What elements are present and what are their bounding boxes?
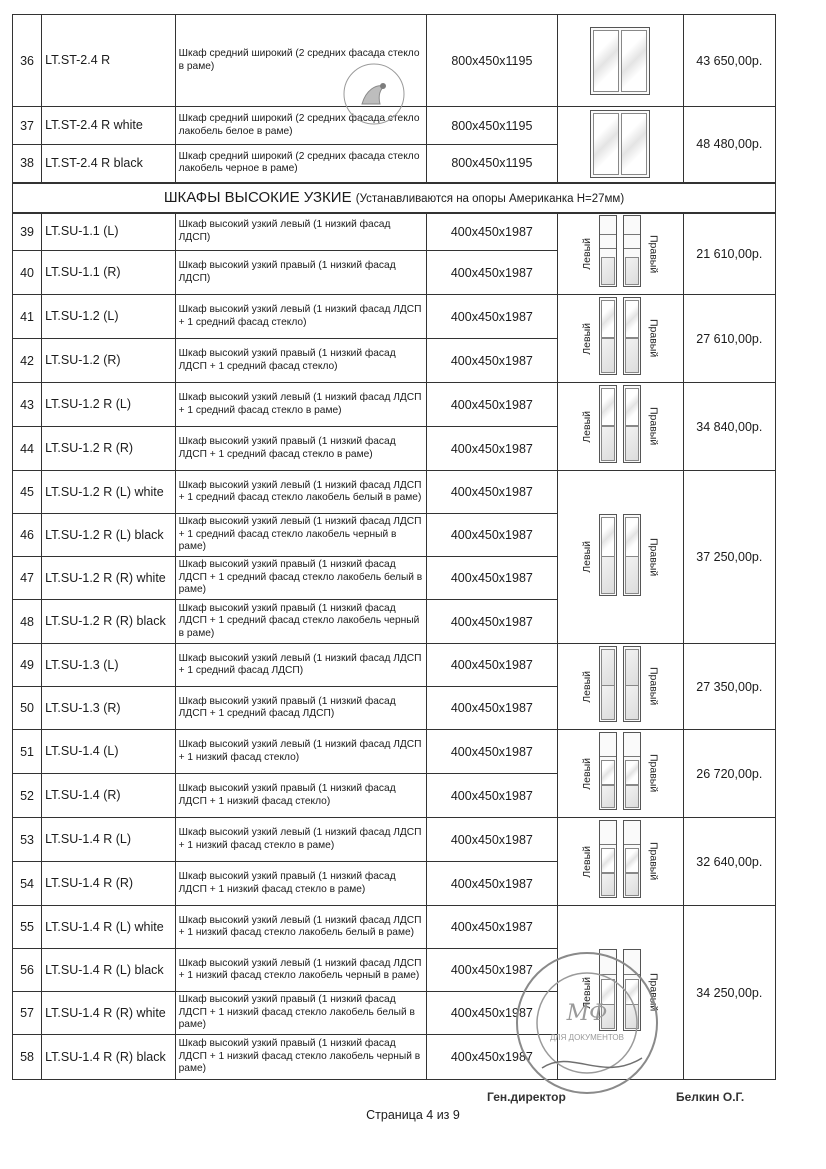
row-number: 36 bbox=[13, 15, 42, 107]
cabinet-left-icon bbox=[599, 385, 617, 468]
wide-cabinet-glass-icon bbox=[590, 27, 650, 95]
cabinet-left-icon bbox=[599, 297, 617, 380]
row-number: 44 bbox=[13, 427, 42, 471]
product-code: LT.SU-1.2 R (R) bbox=[42, 427, 176, 471]
product-description: Шкаф высокий узкий левый (1 низкий фасад ЛДСП + 1 средний фасад стекло) bbox=[175, 295, 426, 339]
product-description: Шкаф высокий узкий правый (1 низкий фасад ЛДСП + 1 средний фасад стекло лакобель черный в раме) bbox=[175, 600, 426, 644]
cabinet-left-icon bbox=[599, 215, 617, 292]
product-drawing bbox=[558, 471, 683, 644]
product-code: LT.SU-1.4 (L) bbox=[42, 730, 176, 774]
section-header bbox=[13, 183, 776, 213]
product-code: LT.SU-1.2 (R) bbox=[42, 339, 176, 383]
product-drawing bbox=[558, 213, 683, 295]
product-description: Шкаф средний широкий (2 средних фасада стекло в раме) bbox=[175, 15, 426, 107]
left-label: Левый bbox=[581, 322, 594, 355]
cabinet-right-icon bbox=[623, 820, 641, 903]
product-code: LT.SU-1.4 R (R) bbox=[42, 862, 176, 906]
product-dimensions: 400x450x1987 bbox=[426, 774, 558, 818]
left-label: Левый bbox=[581, 976, 594, 1009]
product-description: Шкаф высокий узкий левый (1 низкий фасад ЛДСП + 1 средний фасад ЛДСП) bbox=[175, 644, 426, 687]
row-number: 54 bbox=[13, 862, 42, 906]
price-table bbox=[12, 14, 776, 1080]
section-header-row bbox=[13, 183, 776, 213]
product-code: LT.SU-1.4 R (R) black bbox=[42, 1035, 176, 1080]
product-code: LT.SU-1.2 R (R) black bbox=[42, 600, 176, 644]
product-price: 37 250,00р. bbox=[683, 471, 775, 644]
cabinet-right-icon bbox=[623, 215, 641, 292]
product-dimensions: 400x450x1987 bbox=[426, 427, 558, 471]
row-number: 51 bbox=[13, 730, 42, 774]
row-number: 52 bbox=[13, 774, 42, 818]
product-code: LT.SU-1.4 R (L) bbox=[42, 818, 176, 862]
right-label: Правый bbox=[647, 537, 660, 577]
product-description: Шкаф высокий узкий правый (1 низкий фасад ЛДСП + 1 низкий фасад стекло) bbox=[175, 774, 426, 818]
product-dimensions: 400x450x1987 bbox=[426, 251, 558, 295]
product-description: Шкаф высокий узкий правый (1 низкий фасад ЛДСП + 1 низкий фасад стекло в раме) bbox=[175, 862, 426, 906]
signature-position: Ген.директор bbox=[487, 1090, 566, 1104]
right-label: Правый bbox=[647, 319, 660, 358]
cabinet-left-icon bbox=[599, 820, 617, 903]
product-dimensions: 800x450x1195 bbox=[426, 107, 558, 145]
product-drawing bbox=[558, 644, 683, 730]
right-label: Правый bbox=[647, 973, 660, 1012]
product-description: Шкаф средний широкий (2 средних фасада стекло лакобель черное в раме) bbox=[175, 145, 426, 183]
right-label: Правый bbox=[647, 667, 660, 706]
product-price: 34 840,00р. bbox=[683, 383, 775, 471]
row-number: 41 bbox=[13, 295, 42, 339]
product-code: LT.ST-2.4 R black bbox=[42, 145, 176, 183]
product-price: 32 640,00р. bbox=[683, 818, 775, 906]
product-description: Шкаф высокий узкий левый (1 низкий фасад ЛДСП + 1 низкий фасад стекло) bbox=[175, 730, 426, 774]
left-label: Левый bbox=[581, 845, 594, 878]
table-row bbox=[13, 295, 776, 339]
product-description: Шкаф высокий узкий правый (1 низкий фасад ЛДСП) bbox=[175, 251, 426, 295]
product-dimensions: 400x450x1987 bbox=[426, 339, 558, 383]
left-label: Левый bbox=[581, 541, 594, 573]
product-description: Шкаф высокий узкий левый (1 низкий фасад ЛДСП) bbox=[175, 213, 426, 251]
row-number: 57 bbox=[13, 992, 42, 1035]
product-dimensions: 400x450x1987 bbox=[426, 383, 558, 427]
product-drawing bbox=[558, 818, 683, 906]
wide-cabinet-glass-icon bbox=[590, 110, 650, 178]
table-row bbox=[13, 906, 776, 949]
product-dimensions: 400x450x1987 bbox=[426, 818, 558, 862]
section-title: ШКАФЫ ВЫСОКИЕ УЗКИЕ bbox=[163, 189, 352, 206]
signature-name: Белкин О.Г. bbox=[676, 1090, 745, 1104]
product-code: LT.SU-1.3 (R) bbox=[42, 687, 176, 730]
product-drawing bbox=[558, 15, 683, 107]
product-dimensions: 400x450x1987 bbox=[426, 213, 558, 251]
right-label: Правый bbox=[647, 842, 660, 881]
product-drawing bbox=[558, 730, 683, 818]
cabinet-right-icon bbox=[623, 646, 641, 727]
product-code: LT.SU-1.2 R (R) white bbox=[42, 557, 176, 600]
product-price: 34 250,00р. bbox=[683, 906, 775, 1080]
product-description: Шкаф высокий узкий правый (1 низкий фасад ЛДСП + 1 средний фасад ЛДСП) bbox=[175, 687, 426, 730]
product-dimensions: 400x450x1987 bbox=[426, 514, 558, 557]
cabinet-left-icon bbox=[599, 514, 617, 601]
product-dimensions: 400x450x1987 bbox=[426, 644, 558, 687]
product-description: Шкаф высокий узкий правый (1 низкий фасад ЛДСП + 1 низкий фасад стекло лакобель белый в раме) bbox=[175, 992, 426, 1035]
row-number: 47 bbox=[13, 557, 42, 600]
cabinet-right-icon bbox=[623, 297, 641, 380]
product-price: 27 610,00р. bbox=[683, 295, 775, 383]
page-number: Страница 4 из 9 bbox=[366, 1108, 460, 1122]
product-dimensions: 800x450x1195 bbox=[426, 145, 558, 183]
left-label: Левый bbox=[581, 237, 594, 270]
product-price: 48 480,00р. bbox=[683, 107, 775, 183]
row-number: 58 bbox=[13, 1035, 42, 1080]
product-code: LT.ST-2.4 R white bbox=[42, 107, 176, 145]
svg-text:ДЛЯ ДОКУМЕНТОВ: ДЛЯ ДОКУМЕНТОВ bbox=[549, 1033, 625, 1042]
company-stamp-icon bbox=[512, 948, 662, 1098]
svg-text:МФ: МФ bbox=[566, 1001, 608, 1026]
row-number: 53 bbox=[13, 818, 42, 862]
row-number: 46 bbox=[13, 514, 42, 557]
product-dimensions: 400x450x1987 bbox=[426, 600, 558, 644]
product-dimensions: 400x450x1987 bbox=[426, 1035, 558, 1080]
product-code: LT.SU-1.1 (R) bbox=[42, 251, 176, 295]
product-drawing bbox=[558, 107, 683, 183]
product-description: Шкаф средний широкий (2 средних фасада стекло лакобель белое в раме) bbox=[175, 107, 426, 145]
product-code: LT.ST-2.4 R bbox=[42, 15, 176, 107]
product-description: Шкаф высокий узкий левый (1 низкий фасад ЛДСП + 1 средний фасад стекло лакобель белый в раме) bbox=[175, 471, 426, 514]
row-number: 50 bbox=[13, 687, 42, 730]
product-dimensions: 400x450x1987 bbox=[426, 687, 558, 730]
cabinet-right-icon bbox=[623, 514, 641, 601]
row-number: 42 bbox=[13, 339, 42, 383]
product-code: LT.SU-1.2 R (L) white bbox=[42, 471, 176, 514]
right-label: Правый bbox=[647, 234, 660, 273]
product-dimensions: 400x450x1987 bbox=[426, 471, 558, 514]
row-number: 56 bbox=[13, 949, 42, 992]
product-dimensions: 400x450x1987 bbox=[426, 992, 558, 1035]
product-price: 21 610,00р. bbox=[683, 213, 775, 295]
product-description: Шкаф высокий узкий левый (1 низкий фасад ЛДСП + 1 средний фасад стекло лакобель черный в раме) bbox=[175, 514, 426, 557]
product-drawing bbox=[558, 295, 683, 383]
left-label: Левый bbox=[581, 670, 594, 703]
product-dimensions: 400x450x1987 bbox=[426, 730, 558, 774]
row-number: 38 bbox=[13, 145, 42, 183]
row-number: 37 bbox=[13, 107, 42, 145]
row-number: 40 bbox=[13, 251, 42, 295]
product-description: Шкаф высокий узкий правый (1 низкий фасад ЛДСП + 1 низкий фасад стекло лакобель черный в раме) bbox=[175, 1035, 426, 1080]
row-number: 48 bbox=[13, 600, 42, 644]
product-code: LT.SU-1.4 R (R) white bbox=[42, 992, 176, 1035]
product-code: LT.SU-1.1 (L) bbox=[42, 213, 176, 251]
product-dimensions: 800x450x1195 bbox=[426, 15, 558, 107]
product-code: LT.SU-1.2 R (L) black bbox=[42, 514, 176, 557]
product-dimensions: 400x450x1987 bbox=[426, 295, 558, 339]
product-code: LT.SU-1.4 R (L) white bbox=[42, 906, 176, 949]
bird-watermark-icon bbox=[340, 60, 408, 128]
row-number: 55 bbox=[13, 906, 42, 949]
cabinet-right-icon bbox=[623, 385, 641, 468]
product-description: Шкаф высокий узкий левый (1 низкий фасад ЛДСП + 1 низкий фасад стекло лакобель черный в раме) bbox=[175, 949, 426, 992]
product-code: LT.SU-1.4 (R) bbox=[42, 774, 176, 818]
product-dimensions: 400x450x1987 bbox=[426, 862, 558, 906]
section-note: (Устанавливаются на опоры Американка Н=27мм) bbox=[355, 193, 625, 205]
table-row bbox=[13, 818, 776, 862]
cabinet-left-icon bbox=[599, 646, 617, 727]
product-price: 26 720,00р. bbox=[683, 730, 775, 818]
product-dimensions: 400x450x1987 bbox=[426, 906, 558, 949]
table-row bbox=[13, 730, 776, 774]
product-description: Шкаф высокий узкий правый (1 низкий фасад ЛДСП + 1 средний фасад стекло лакобель белый в раме) bbox=[175, 557, 426, 600]
table-row bbox=[13, 471, 776, 514]
left-label: Левый bbox=[581, 757, 594, 790]
product-description: Шкаф высокий узкий левый (1 низкий фасад ЛДСП + 1 низкий фасад стекло лакобель белый в раме) bbox=[175, 906, 426, 949]
right-label: Правый bbox=[647, 407, 660, 446]
product-price: 27 350,00р. bbox=[683, 644, 775, 730]
product-code: LT.SU-1.4 R (L) black bbox=[42, 949, 176, 992]
row-number: 49 bbox=[13, 644, 42, 687]
cabinet-right-icon bbox=[623, 732, 641, 815]
product-description: Шкаф высокий узкий левый (1 низкий фасад ЛДСП + 1 средний фасад стекло в раме) bbox=[175, 383, 426, 427]
product-description: Шкаф высокий узкий левый (1 низкий фасад ЛДСП + 1 низкий фасад стекло в раме) bbox=[175, 818, 426, 862]
product-description: Шкаф высокий узкий правый (1 низкий фасад ЛДСП + 1 средний фасад стекло в раме) bbox=[175, 427, 426, 471]
row-number: 45 bbox=[13, 471, 42, 514]
product-dimensions: 400x450x1987 bbox=[426, 557, 558, 600]
product-dimensions: 400x450x1987 bbox=[426, 949, 558, 992]
table-row bbox=[13, 213, 776, 251]
product-price: 43 650,00р. bbox=[683, 15, 775, 107]
left-label: Левый bbox=[581, 410, 594, 443]
cabinet-left-icon bbox=[599, 732, 617, 815]
product-description: Шкаф высокий узкий правый (1 низкий фасад ЛДСП + 1 средний фасад стекло) bbox=[175, 339, 426, 383]
table-row bbox=[13, 644, 776, 687]
product-code: LT.SU-1.2 (L) bbox=[42, 295, 176, 339]
row-number: 39 bbox=[13, 213, 42, 251]
table-row bbox=[13, 383, 776, 427]
right-label: Правый bbox=[647, 754, 660, 793]
product-code: LT.SU-1.3 (L) bbox=[42, 644, 176, 687]
row-number: 43 bbox=[13, 383, 42, 427]
product-drawing bbox=[558, 383, 683, 471]
product-code: LT.SU-1.2 R (L) bbox=[42, 383, 176, 427]
